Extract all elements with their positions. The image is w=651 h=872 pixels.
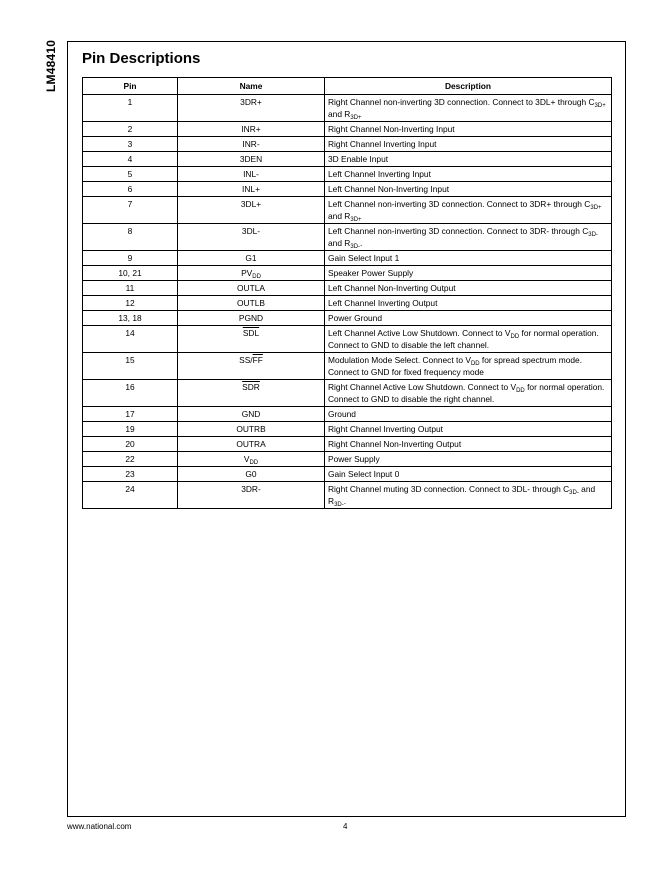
text-segment: 3D- xyxy=(569,490,579,496)
pin-number-cell: 10, 21 xyxy=(83,266,178,281)
text-segment: Gain Select Input 0 xyxy=(328,469,400,479)
text-segment: 3D Enable Input xyxy=(328,154,389,164)
pin-name-cell xyxy=(178,311,325,326)
table-row xyxy=(83,182,612,197)
pin-description-cell xyxy=(325,353,612,380)
text-segment: Right Channel Non-Inverting Input xyxy=(328,124,455,134)
table-row xyxy=(83,380,612,407)
pin-name-cell xyxy=(178,251,325,266)
text-segment: Left Channel non-inverting 3D connection. Connect to 3DR+ through C xyxy=(328,199,591,209)
text-segment: V xyxy=(243,454,250,464)
pin-number-cell: 15 xyxy=(83,353,178,380)
table-row xyxy=(83,152,612,167)
pin-description-cell xyxy=(325,197,612,224)
text-segment: INR- xyxy=(242,139,260,149)
text-segment: 3D+ xyxy=(590,205,602,211)
text-segment: Modulation Mode Select. Connect to V xyxy=(328,355,471,365)
pin-name-cell xyxy=(178,152,325,167)
pin-name-cell xyxy=(178,422,325,437)
text-segment: OUTRB xyxy=(236,424,266,434)
text-segment: PGND xyxy=(238,313,264,323)
pin-description-cell xyxy=(325,311,612,326)
pin-name-cell xyxy=(178,326,325,353)
text-segment: DD xyxy=(249,460,259,466)
table-row xyxy=(83,122,612,137)
text-segment: DD xyxy=(252,274,261,280)
header-description: Description xyxy=(325,78,612,95)
table-row xyxy=(83,482,612,509)
pin-name-cell xyxy=(178,167,325,182)
text-segment: Power Supply xyxy=(328,454,380,464)
text-segment: 3D+ xyxy=(594,103,606,109)
pin-name-cell xyxy=(178,296,325,311)
pin-number-cell: 16 xyxy=(83,380,178,407)
pin-description-cell xyxy=(325,266,612,281)
pin-description-cell xyxy=(325,380,612,407)
text-segment: 3DR- xyxy=(241,484,261,494)
pin-name-cell xyxy=(178,122,325,137)
text-segment: Left Channel non-inverting 3D connection. Connect to 3DR- through C xyxy=(328,226,589,236)
table-row xyxy=(83,407,612,422)
pin-number-cell: 4 xyxy=(83,152,178,167)
text-segment: and R xyxy=(328,109,351,119)
text-segment: G0 xyxy=(245,469,257,479)
text-segment: Left Channel Inverting Input xyxy=(328,169,431,179)
table-row xyxy=(83,197,612,224)
pin-number-cell: 8 xyxy=(83,224,178,251)
text-segment: OUTLA xyxy=(237,283,265,293)
text-segment: 3D+ xyxy=(350,115,362,121)
text-segment: INL- xyxy=(243,169,259,179)
text-segment: Left Channel Non-Inverting Output xyxy=(328,283,456,293)
text-segment: OUTLB xyxy=(237,298,265,308)
pin-name-cell xyxy=(178,452,325,467)
table-row xyxy=(83,311,612,326)
text-segment: 3DEN xyxy=(239,154,263,164)
pin-description-cell xyxy=(325,467,612,482)
pin-description-cell xyxy=(325,95,612,122)
text-segment: Power Ground xyxy=(328,313,382,323)
pin-description-cell xyxy=(325,182,612,197)
text-segment: and R xyxy=(328,484,596,506)
text-segment: DD xyxy=(470,361,480,367)
pin-name-cell xyxy=(178,407,325,422)
part-number-side-label: LM48410 xyxy=(44,39,58,92)
text-segment: and R xyxy=(328,238,351,248)
pin-description-cell xyxy=(325,152,612,167)
pin-name-cell xyxy=(178,353,325,380)
pin-description-cell xyxy=(325,452,612,467)
pin-descriptions-table xyxy=(82,77,612,509)
pin-description-cell xyxy=(325,137,612,152)
pin-description-cell xyxy=(325,422,612,437)
text-segment: . xyxy=(360,238,363,248)
pin-number-cell: 1 xyxy=(83,95,178,122)
header-pin: Pin xyxy=(83,78,178,95)
table-row xyxy=(83,251,612,266)
pin-number-cell: 13, 18 xyxy=(83,311,178,326)
pin-number-cell: 9 xyxy=(83,251,178,266)
table-row xyxy=(83,467,612,482)
text-segment: 3D- xyxy=(350,244,361,250)
text-segment: SS/ xyxy=(239,355,253,365)
text-segment: INR+ xyxy=(241,124,261,134)
pin-number-cell: 5 xyxy=(83,167,178,182)
pin-name-cell xyxy=(178,95,325,122)
pin-name-cell xyxy=(178,281,325,296)
table-body xyxy=(83,95,612,509)
pin-number-cell: 12 xyxy=(83,296,178,311)
text-segment: INL+ xyxy=(242,184,260,194)
text-segment: OUTRA xyxy=(236,439,266,449)
text-segment: and R xyxy=(328,211,351,221)
text-segment: for normal operation. Connect to GND to disable the left channel. xyxy=(328,328,599,350)
pin-number-cell: 6 xyxy=(83,182,178,197)
table-row xyxy=(83,437,612,452)
table-row xyxy=(83,224,612,251)
pin-name-cell xyxy=(178,437,325,452)
pin-number-cell: 19 xyxy=(83,422,178,437)
text-segment: Gain Select Input 1 xyxy=(328,253,400,263)
text-segment: Right Channel Active Low Shutdown. Connect to V xyxy=(328,382,517,392)
text-segment: Left Channel Non-Inverting Input xyxy=(328,184,450,194)
footer-page-number: 4 xyxy=(343,822,348,831)
pin-description-cell xyxy=(325,224,612,251)
text-segment: for spread spectrum mode. Connect to GND for fixed frequency mode xyxy=(328,355,583,377)
pin-description-cell xyxy=(325,407,612,422)
pin-number-cell: 14 xyxy=(83,326,178,353)
table-row xyxy=(83,326,612,353)
text-segment: 3DL+ xyxy=(240,199,262,209)
text-segment: DD xyxy=(516,388,525,394)
pin-name-cell xyxy=(178,137,325,152)
pin-number-cell: 23 xyxy=(83,467,178,482)
pin-number-cell: 24 xyxy=(83,482,178,509)
pin-description-cell xyxy=(325,482,612,509)
text-segment: $\overline{FF}$ xyxy=(252,355,263,365)
text-segment: 3DR+ xyxy=(240,97,262,107)
table-header-row xyxy=(83,78,612,95)
text-segment: Left Channel Active Low Shutdown. Connect to V xyxy=(328,328,511,338)
pin-description-cell xyxy=(325,167,612,182)
text-segment: G1 xyxy=(245,253,257,263)
table-row xyxy=(83,137,612,152)
footer-website: www.national.com xyxy=(67,822,132,831)
pin-description-cell xyxy=(325,281,612,296)
text-segment: $\overline{SDR}$ xyxy=(242,382,260,392)
text-segment: 3D- xyxy=(588,232,598,238)
text-segment: for normal operation. Connect to GND to disable the right channel. xyxy=(328,382,605,404)
pin-number-cell: 17 xyxy=(83,407,178,422)
text-segment: Right Channel muting 3D connection. Connect to 3DL- through C xyxy=(328,484,570,494)
table-row xyxy=(83,422,612,437)
table-row xyxy=(83,281,612,296)
pin-name-cell xyxy=(178,224,325,251)
table-row xyxy=(83,167,612,182)
pin-description-cell xyxy=(325,122,612,137)
text-segment: $\overline{SDL}$ xyxy=(242,328,260,338)
pin-number-cell: 20 xyxy=(83,437,178,452)
text-segment: 3DL- xyxy=(241,226,261,236)
pin-name-cell xyxy=(178,266,325,281)
text-segment: Speaker Power Supply xyxy=(328,268,414,278)
pin-number-cell: 11 xyxy=(83,281,178,296)
pin-name-cell xyxy=(178,197,325,224)
pin-number-cell: 2 xyxy=(83,122,178,137)
text-segment: Right Channel Non-Inverting Output xyxy=(328,439,462,449)
text-segment: Right Channel Inverting Input xyxy=(328,139,437,149)
table-row xyxy=(83,266,612,281)
pin-name-cell xyxy=(178,182,325,197)
pin-name-cell xyxy=(178,482,325,509)
header-name: Name xyxy=(178,78,325,95)
table-row xyxy=(83,452,612,467)
section-title: Pin Descriptions xyxy=(82,50,201,67)
table-row xyxy=(83,296,612,311)
text-segment: 3D+ xyxy=(350,217,362,223)
pin-number-cell: 3 xyxy=(83,137,178,152)
pin-number-cell: 22 xyxy=(83,452,178,467)
text-segment: DD xyxy=(510,334,520,340)
pin-description-cell xyxy=(325,296,612,311)
text-segment: Ground xyxy=(328,409,356,419)
table-row xyxy=(83,353,612,380)
pin-description-cell xyxy=(325,251,612,266)
text-segment: Right Channel non-inverting 3D connection. Connect to 3DL+ through C xyxy=(328,97,595,107)
pin-name-cell xyxy=(178,467,325,482)
text-segment: PV xyxy=(241,268,253,278)
text-segment: . xyxy=(343,496,347,506)
table-row xyxy=(83,95,612,122)
pin-name-cell xyxy=(178,380,325,407)
text-segment: Left Channel Inverting Output xyxy=(328,298,438,308)
text-segment: 3D- xyxy=(334,502,344,508)
pin-description-cell xyxy=(325,437,612,452)
pin-description-cell xyxy=(325,326,612,353)
pin-number-cell: 7 xyxy=(83,197,178,224)
text-segment: Right Channel Inverting Output xyxy=(328,424,443,434)
text-segment: GND xyxy=(241,409,261,419)
